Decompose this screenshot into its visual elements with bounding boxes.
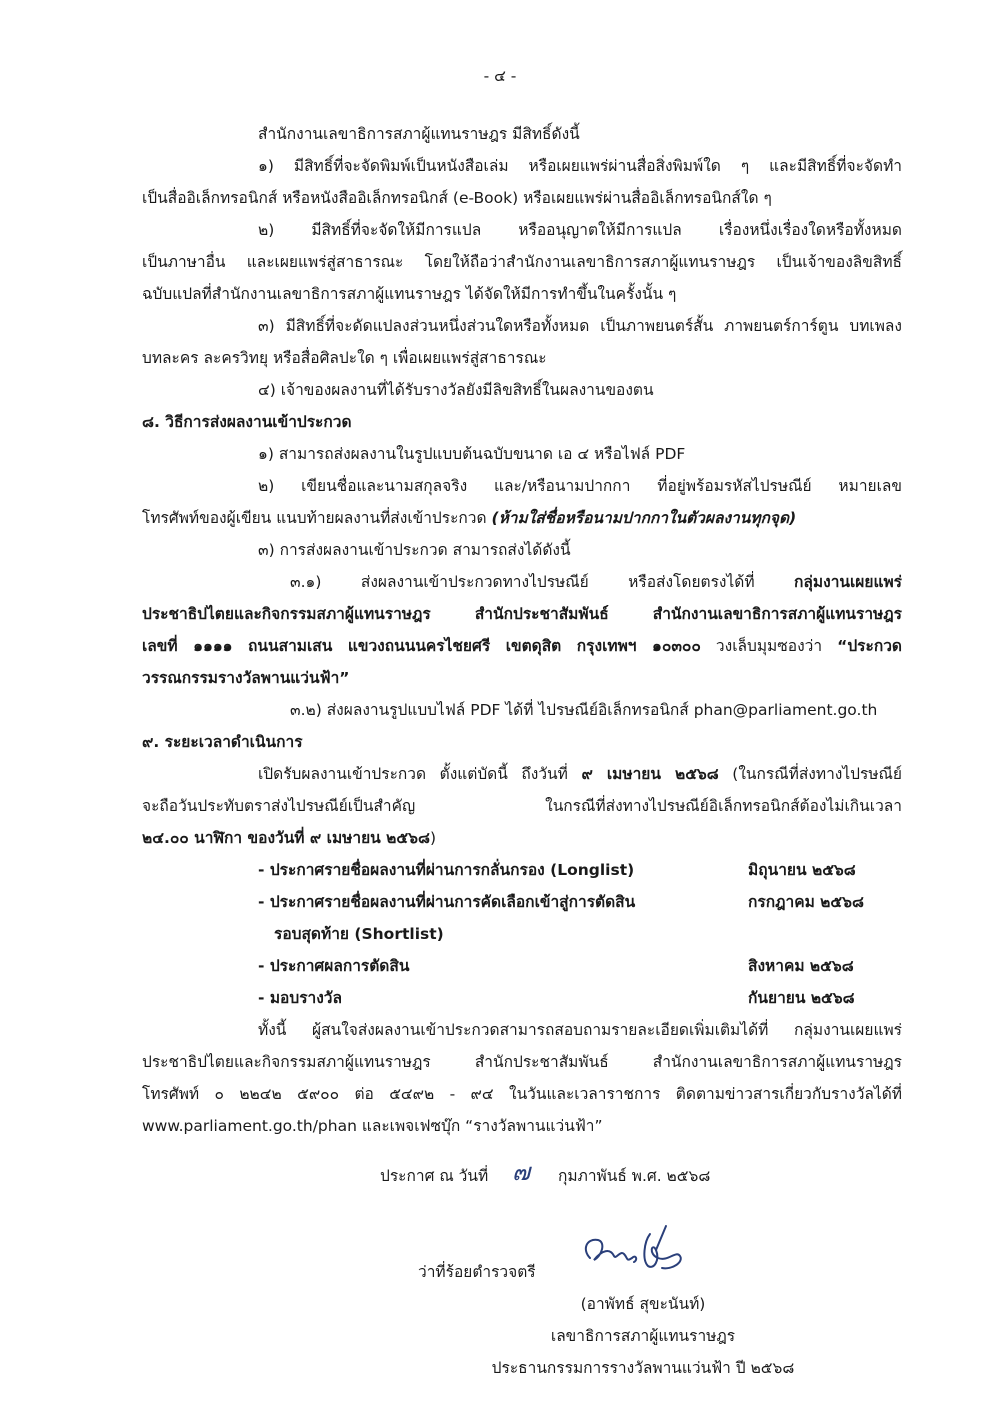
schedule-item-2: - ประกาศรายชื่อผลงานที่ผ่านการคัดเลือกเข้าสู่การตัดสิน bbox=[258, 893, 636, 911]
schedule-date-2: กรกฎาคม ๒๕๖๘ bbox=[748, 893, 864, 911]
item-3-1-text: ๓.๑) ส่งผลงานเข้าประกวดทางไปรษณีย์ หรือส่งโดยตรงได้ที่ bbox=[290, 573, 795, 591]
contact-line-2: ประชาธิปไตยและกิจกรรมสภาผู้แทนราษฎร สำนักประชาสัมพันธ์ สำนักงานเลขาธิการสภาผู้แทนราษฎร bbox=[142, 1053, 902, 1071]
section-8-item-3-2: ๓.๒) ส่งผลงานรูปแบบไฟล์ PDF ได้ที่ ไปรษณีย์อิเล็กทรอนิกส์ phan@parliament.go.th bbox=[290, 701, 878, 719]
section-8-item-3-1-line-3 bbox=[142, 636, 902, 656]
rights-intro: สำนักงานเลขาธิการสภาผู้แทนราษฎร มีสิทธิ์ดังนี้ bbox=[258, 125, 580, 143]
schedule-item-2-cont: รอบสุดท้าย (Shortlist) bbox=[274, 925, 444, 943]
schedule-date-4: กันยายน ๒๕๖๘ bbox=[748, 989, 855, 1007]
item-2-text: โทรศัพท์ของผู้เขียน แนบท้ายผลงานที่ส่งเข้าประกวด bbox=[142, 509, 492, 527]
right-1-line-1: ๑) มีสิทธิ์ที่จะจัดพิมพ์เป็นหนังสือเล่ม หรือเผยแพร่ผ่านสื่อสิ่งพิมพ์ใด ๆ และมีสิทธิ์ที่จะจัดทำ bbox=[258, 157, 902, 175]
schedule-date-3: สิงหาคม ๒๕๖๘ bbox=[748, 957, 854, 975]
signer-title-1: เลขาธิการสภาผู้แทนราษฎร bbox=[550, 1327, 736, 1345]
schedule-item-3: - ประกาศผลการตัดสิน bbox=[258, 957, 410, 975]
envelope-label-start: “ประกวด bbox=[837, 637, 902, 655]
item-3-1-org: กลุ่มงานเผยแพร่ bbox=[794, 573, 902, 591]
right-2-line-2: เป็นภาษาอื่น และเผยแพร่สู่สาธารณะ โดยให้ถือว่าสำนักงานเลขาธิการสภาผู้แทนราษฎร เป็นเจ้าของลิขสิทธิ์ bbox=[142, 253, 902, 271]
section-8-item-3-1-line-2: ประชาธิปไตยและกิจกรรมสภาผู้แทนราษฎร สำนักประชาสัมพันธ์ สำนักงานเลขาธิการสภาผู้แทนราษฎร bbox=[142, 605, 902, 623]
section-8-item-2-line-1: ๒) เขียนชื่อและนามสกุลจริง และ/หรือนามปากกา ที่อยู่พร้อมรหัสไปรษณีย์ หมายเลข bbox=[258, 477, 902, 495]
announcement-date: กุมภาพันธ์ พ.ศ. ๒๕๖๘ bbox=[558, 1167, 711, 1185]
announcement-day: ๗ bbox=[512, 1158, 531, 1186]
right-3-line-2: บทละคร ละครวิทยุ หรือสื่อศิลปะใด ๆ เพื่อเผยแพร่สู่สาธารณะ bbox=[142, 349, 547, 367]
section-9-para-line-2: จะถือวันประทับตราส่งไปรษณีย์เป็นสำคัญ ในกรณีที่ส่งทางไปรษณีย์อิเล็กทรอนิกส์ต้องไม่เกินเวลา bbox=[142, 797, 902, 815]
right-1-line-2: เป็นสื่ออิเล็กทรอนิกส์ หรือหนังสืออิเล็กทรอนิกส์ (e-Book) หรือเผยแพร่ผ่านสื่ออิเล็กทรอนิกส์ใด ๆ bbox=[142, 189, 772, 207]
schedule-date-1: มิถุนายน ๒๕๖๘ bbox=[748, 861, 856, 879]
section-9-para-line-1 bbox=[258, 764, 902, 784]
signer-rank: ว่าที่ร้อยตำรวจตรี bbox=[418, 1263, 536, 1281]
right-2-line-1: ๒) มีสิทธิ์ที่จะจัดให้มีการแปล หรืออนุญาตให้มีการแปล เรื่องหนึ่งเรื่องใดหรือทั้งหมด bbox=[258, 221, 902, 239]
schedule-item-4: - มอบรางวัล bbox=[258, 989, 342, 1007]
open-text: เปิดรับผลงานเข้าประกวด ตั้งแต่บัดนี้ ถึงวันที่ bbox=[258, 765, 582, 783]
right-2-line-3: ฉบับแปลที่สำนักงานเลขาธิการสภาผู้แทนราษฎร ได้จัดให้มีการทำขึ้นในครั้งนั้น ๆ bbox=[142, 285, 677, 303]
deadline-date: ๙ เมษายน ๒๕๖๘ bbox=[581, 765, 719, 783]
right-4: ๔) เจ้าของผลงานที่ได้รับรางวัลยังมีลิขสิทธิ์ในผลงานของตน bbox=[258, 381, 654, 399]
handwritten-signature bbox=[576, 1220, 694, 1290]
contact-line-3: โทรศัพท์ ๐ ๒๒๔๒ ๕๙๐๐ ต่อ ๕๔๙๒ - ๙๔ ในวันและเวลาราชการ ติดตามข่าวสารเกี่ยวกับรางวัลได้ที่ bbox=[142, 1085, 902, 1103]
section-8-item-3-1-line-1 bbox=[290, 572, 902, 592]
section-8-item-2-line-2 bbox=[142, 508, 796, 528]
announcement-prefix: ประกาศ ณ วันที่ bbox=[380, 1167, 489, 1185]
deadline-time: ๒๔.๐๐ นาฬิกา ของวันที่ ๙ เมษายน ๒๕๖๘ bbox=[142, 829, 430, 847]
section-8-item-3: ๓) การส่งผลงานเข้าประกวด สามารถส่งได้ดังนี้ bbox=[258, 541, 571, 559]
page-number: - ๔ - bbox=[483, 67, 517, 85]
section-9-para-line-3 bbox=[142, 828, 436, 848]
section-9-heading: ๙. ระยะเวลาดำเนินการ bbox=[142, 733, 303, 751]
envelope-note: วงเล็บมุมซองว่า bbox=[700, 637, 838, 655]
signer-title-2: ประธานกรรมการรางวัลพานแว่นฟ้า ปี ๒๕๖๘ bbox=[491, 1359, 795, 1377]
section-8-item-1: ๑) สามารถส่งผลงานในรูปแบบต้นฉบับขนาด เอ ๔ หรือไฟล์ PDF bbox=[258, 445, 686, 463]
postal-note: (ในกรณีที่ส่งทางไปรษณีย์ bbox=[718, 765, 902, 783]
close-paren: ) bbox=[429, 829, 436, 847]
item-2-warning: (ห้ามใส่ชื่อหรือนามปากกาในตัวผลงานทุกจุด) bbox=[491, 509, 797, 527]
address: เลขที่ ๑๑๑๑ ถนนสามเสน แขวงถนนนครไชยศรี เขตดุสิต กรุงเทพฯ ๑๐๓๐๐ bbox=[142, 637, 701, 655]
signer-name: (อาพัทธ์ สุขะนันท์) bbox=[580, 1295, 706, 1313]
right-3-line-1: ๓) มีสิทธิ์ที่จะดัดแปลงส่วนหนึ่งส่วนใดหรือทั้งหมด เป็นภาพยนตร์สั้น ภาพยนตร์การ์ตูน บทเพลง bbox=[258, 317, 902, 335]
schedule-item-1: - ประกาศรายชื่อผลงานที่ผ่านการกลั่นกรอง (Longlist) bbox=[258, 861, 635, 879]
envelope-label-end: วรรณกรรมรางวัลพานแว่นฟ้า” bbox=[142, 669, 350, 687]
section-8-heading: ๘. วิธีการส่งผลงานเข้าประกวด bbox=[142, 413, 352, 431]
contact-line-1: ทั้งนี้ ผู้สนใจส่งผลงานเข้าประกวดสามารถสอบถามรายละเอียดเพิ่มเติมได้ที่ กลุ่มงานเผยแพร่ bbox=[258, 1021, 902, 1039]
contact-line-4: www.parliament.go.th/phan และเพจเฟซบุ๊ก “รางวัลพานแว่นฟ้า” bbox=[142, 1117, 603, 1135]
